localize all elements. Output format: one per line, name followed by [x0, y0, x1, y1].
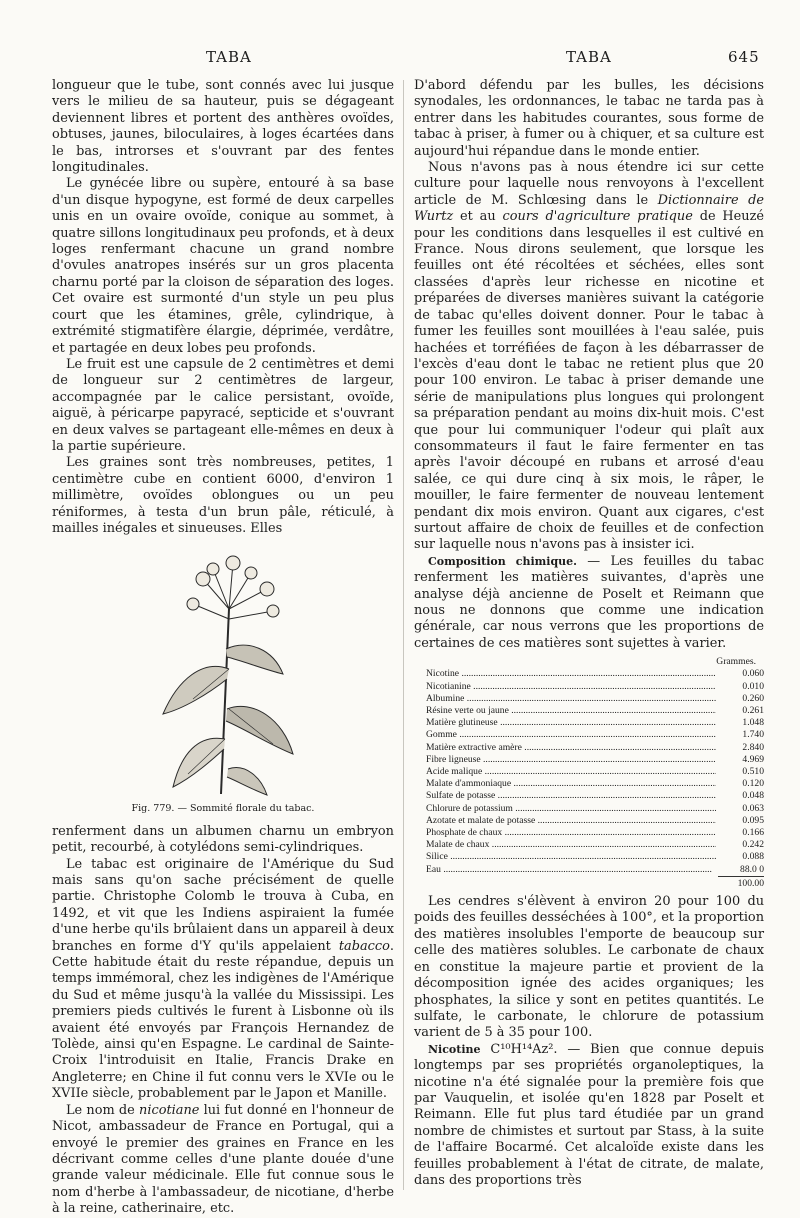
- table-row: [426, 778, 764, 790]
- table-cell-name: Sulfate de potasse .....: [426, 790, 716, 802]
- paragraph: [414, 554, 764, 652]
- table-cell-name: Nicotine .....: [426, 668, 716, 680]
- table-cell-name: Gomme .....: [426, 729, 716, 741]
- table-cell-value: 0.088: [716, 851, 764, 863]
- table-row: [426, 693, 764, 705]
- figure-caption: Fig. 779. — Sommité florale du tabac.: [131, 803, 315, 815]
- page-number: 645: [728, 48, 760, 66]
- table-cell-value: 0.010: [716, 681, 764, 693]
- table-cell-value: 0.510: [716, 766, 764, 778]
- table-row: [426, 668, 764, 680]
- paragraph: renferment dans un albumen charnu un embryon petit, recourbé, à cotylédons semi-cylindriques.: [52, 823, 394, 856]
- table-cell-value: 0.166: [716, 827, 764, 839]
- table-row: [426, 705, 764, 717]
- right-column: [414, 78, 764, 1189]
- table-cell-name: Acide malique .....: [426, 766, 716, 778]
- table-row: [426, 803, 764, 815]
- table-cell-name: Fibre ligneuse .....: [426, 754, 716, 766]
- text-run: — Les feuilles du tabac renferment les matières suivantes, d'après une analyse déjà ancienne de Poselt et Reimann que nous ne donnons que comme une indication générale, car nous verrons que les proportions de certaines de ces matières sont sujettes à varier.: [414, 553, 765, 651]
- table-row: [426, 839, 764, 851]
- table-cell-value: 2.840: [716, 742, 764, 754]
- table-row: [426, 717, 764, 729]
- table-cell-value: 1.740: [716, 729, 764, 741]
- tobacco-flower-illustration: [133, 549, 313, 799]
- table-cell-name: Silice .....: [426, 851, 716, 863]
- table-row: [426, 766, 764, 778]
- table-row: [426, 754, 764, 766]
- text-run: — Bien que connue depuis longtemps par ses propriétés organoleptiques, la nicotine n'a été signalée pour la première fois que par Vauquelin, et isolée qu'en 1828 par Poselt et Reimann. Elle fut plus tard étudiée par un grand nombre de chimistes et surtout par Stass, à la suite de l'affaire Bocarmé. Cet alcaloïde existe dans les feuilles probablement à l'état de citrate, de malate, dans des proportions très: [414, 1041, 764, 1188]
- paragraph: Les graines sont très nombreuses, petites, 1 centimètre cube en contient 6000, d'environ 1 millimètre, ovoïdes oblongues ou un peu réniformes, à testa d'un brun pâle, réticulé, à mailles inégales et sinueuses. Elles: [52, 455, 394, 536]
- text-run: . Cette habitude était du reste répandue, depuis un temps immémoral, chez les indigènes de l'Amérique du Sud et même jusqu'à la vallée du Mississipi. Les premiers pieds cultivés le furent à Lisbonne où ils avaient été envoyés par François Hernandez de Tolède, ainsi qu'en Espagne. Le cardinal de Sainte-Croix l'introduisit en Italie, Francis Drake en Angleterre; en Chine il fut connu vers le XVIe ou le XVIIe siècle, probablement par le Japon et Manille.: [52, 938, 394, 1102]
- text-run: de Heuzé pour les conditions dans lesquelles il est cultivé en France. Nous dirons seulement, que lorsque les feuilles ont été récoltées et séchées, elles sont classées d'après leur richesse en nicotine et préparées de diverses manières suivant la catégorie de tabac qu'elles doivent donner. Pour le tabac à fumer les feuilles sont mouillées à l'eau salée, puis hachées et torréfiées de façon à les débarrasser de l'excès d'eau dont le tabac ne retient plus que 20 pour 100 environ. Le tabac à priser demande une série de manipulations plus longues qui prolongent sa préparation pendant au moins dix-huit mois. C'est que pour lui communiquer l'odeur qui plaît aux consommateurs il faut le faire fermenter en tas après l'avoir découpé en rubans et arrosé d'eau salée, ce qui dure cinq à six mois, le râper, le mouiller, le faire fermenter de nouveau lentement pendant dix mois environ. Quant aux cigares, c'est surtout affaire de choix de feuilles et de confection sur laquelle nous n'avons pas à insister ici.: [414, 209, 765, 553]
- table-row: [426, 681, 764, 693]
- table-row: [426, 864, 764, 876]
- table-cell-name: Résine verte ou jaune .....: [426, 705, 716, 717]
- figure: [52, 549, 394, 817]
- table-cell-value: 0.048: [716, 790, 764, 802]
- table-body: [426, 668, 764, 875]
- paragraph: [52, 857, 394, 1103]
- paragraph: [414, 1042, 764, 1190]
- table-row: [426, 851, 764, 863]
- table-cell-name: Chlorure de potassium .....: [426, 803, 716, 815]
- table-cell-value: 1.048: [716, 717, 764, 729]
- paragraph: longueur que le tube, sont connés avec lui jusque vers le milieu de sa hauteur, puis se dégageant deviennent libres et portent des anthères ovoïdes, obtuses, jaunes, biloculaires, à loges écartées dans le bas, introrses et s'ouvrant par des fentes longitudinales.: [52, 78, 394, 176]
- table-cell-name: Malate de chaux .....: [426, 839, 716, 851]
- table-cell-value: 0.260: [716, 693, 764, 705]
- paragraph: Le fruit est une capsule de 2 centimètres et demi de longueur sur 2 centimètres de largeur, accompagnée par le calice persistant, ovoïde, aiguë, à péricarpe papyracé, septicide et s'ouvrant en deux valves se partageant elle-mêmes en deux à la partie supérieure.: [52, 356, 394, 454]
- table-cell-name: Azotate et malate de potasse .....: [426, 815, 716, 827]
- italic-term: Dictionnaire de Wurtz: [414, 192, 764, 225]
- table-cell-value: 4.969: [716, 754, 764, 766]
- table-cell-name: Malate d'ammoniaque .....: [426, 778, 716, 790]
- text-run: et au: [460, 209, 496, 225]
- paragraph: Le gynécée libre ou supère, entouré à sa base d'un disque hypogyne, est formé de deux carpelles unis en un ovaire ovoïde, conique au sommet, à quatre sillons longitudinaux peu profonds, et à deux loges renfermant chacune un grand nombre d'ovules anatropes insérés sur un gros placenta charnu porté par la cloison de séparation des loges. Cet ovaire est surmonté d'un style un peu plus court que les étamines, grêle, cylindrique, à extrémité stigmatifère élargie, déprimée, verdâtre, et partagée en deux lobes peu profonds.: [52, 176, 394, 356]
- column-divider: [403, 80, 404, 1190]
- paragraph: [52, 1103, 394, 1218]
- table-cell-name: Matière extractive amère .....: [426, 742, 716, 754]
- running-head-left: TABA: [206, 48, 252, 66]
- text-run: Le tabac est originaire de l'Amérique du Sud mais sans qu'on sache précisément de quelle partie. Christophe Colomb le trouva à Cuba, en 1492, et vit que les Indiens aspiraient la fumée d'une herbe qu'ils brûlaient dans un appareil à deux branches en forme d'Y qu'ils appelaient: [52, 856, 395, 954]
- table-cell-value: 0.120: [716, 778, 764, 790]
- table-total-row: [426, 876, 764, 890]
- table-total: 100.00: [718, 876, 764, 890]
- table-cell-value: 0.261: [716, 705, 764, 717]
- table-row: [426, 827, 764, 839]
- text-run: Nous n'avons pas à nous étendre ici sur cette culture pour laquelle nous renvoyons à l'excellent article de M. Schlœsing dans le: [414, 160, 764, 208]
- table-cell-value: 0.060: [716, 668, 764, 680]
- table-cell-value: 0.242: [716, 839, 764, 851]
- table-row: [426, 790, 764, 802]
- table-cell-value: 0.063: [716, 803, 764, 815]
- text-run: lui fut donné en l'honneur de Nicot, ambassadeur de France en Portugal, qui a envoyé le premier des graines en France en les décrivant comme celles d'une plante douée d'une grande valeur médicinale. Elle fut connue sous le nom d'herbe à l'ambassadeur, de nicotiane, d'herbe à la reine, catherinaire, etc.: [52, 1102, 394, 1217]
- running-head-right: TABA: [566, 48, 612, 66]
- table-cell-name: Albumine .....: [426, 693, 716, 705]
- paragraph: Les cendres s'élèvent à environ 20 pour 100 du poids des feuilles desséchées à 100°, et la proportion des matières insolubles l'emporte de beaucoup sur celle des matières solubles. Le carbonate de chaux en constitue la majeure partie et provient de la décomposition ignée des acides organiques; les phosphates, la silice y sont en petites quantités. Le sulfate, le carbonate, le chlorure de potassium varient de 5 à 35 pour 100.: [414, 894, 764, 1041]
- paragraph: D'abord défendu par les bulles, les décisions synodales, les ordonnances, le tabac ne tarda pas à entrer dans les habitudes courantes, sous forme de tabac à priser, à fumer ou à chiquer, et sa culture est aujourd'hui répandue dans le monde entier.: [414, 78, 764, 159]
- section-heading: Composition chimique.: [428, 554, 577, 568]
- paragraph: [414, 160, 764, 554]
- text-run: Le nom de: [66, 1102, 135, 1118]
- table-cell-name: Nicotianine .....: [426, 681, 716, 693]
- table-cell-name: Matière glutineuse .....: [426, 717, 716, 729]
- section-heading: Nicotine: [428, 1042, 481, 1056]
- table-row: [426, 729, 764, 741]
- left-column: [52, 78, 394, 1218]
- table-row: [426, 815, 764, 827]
- table-cell-name: Eau .....: [426, 864, 716, 876]
- italic-term: tabacco: [338, 938, 390, 954]
- chemical-formula: C¹⁰H¹⁴Az².: [490, 1041, 558, 1057]
- composition-table: [426, 656, 764, 890]
- italic-term: cours d'agriculture pratique: [502, 209, 693, 225]
- italic-term: nicotiane: [139, 1102, 200, 1118]
- table-cell-value: 88.0 0: [716, 864, 764, 876]
- table-row: [426, 742, 764, 754]
- table-unit: Grammes.: [716, 656, 756, 668]
- table-cell-value: 0.095: [716, 815, 764, 827]
- table-cell-name: Phosphate de chaux .....: [426, 827, 716, 839]
